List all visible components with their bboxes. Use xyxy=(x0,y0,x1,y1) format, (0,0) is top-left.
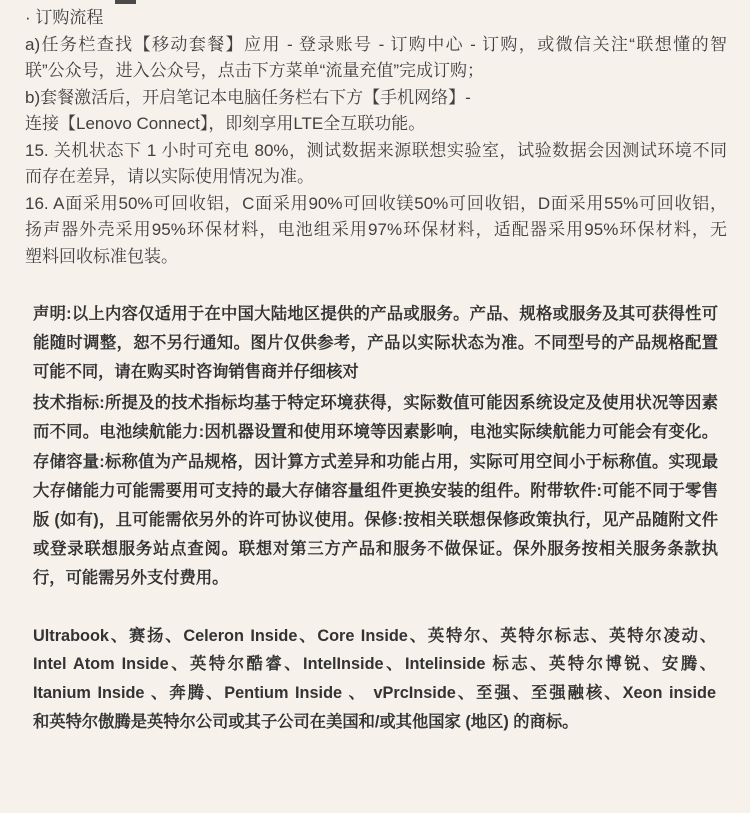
note-16-line: 塑料回收标准包装。 xyxy=(25,246,178,266)
clipped-fragment xyxy=(115,0,136,4)
ordering-title: · 订购流程 xyxy=(25,8,104,27)
note-16-line: 扬声器外壳采用95%环保材料，电池组采用97%环保材料，适配器采用95%环保材料，无 xyxy=(25,220,727,239)
note-16-line: 16. A面采用50%可回收铝，C面采用90%可回收镁50%可回收铝，D面采用55%可回收铝， xyxy=(25,193,727,213)
disclaimer-storage-warranty xyxy=(33,448,718,593)
disclaimer-technical xyxy=(33,389,718,447)
trademark-line: Ultrabook、赛扬、Celeron Inside、Core Inside、英特尔、英特尔标志、英特尔凌动、 xyxy=(33,626,716,645)
ordering-step-b-line: b)套餐激活后，开启笔记本电脑任务栏右下方【手机网络】- xyxy=(25,87,471,107)
disclaimer-technical-line: 而不同。电池续航能力:因机器设置和使用环境等因素影响，电池实际续航能力可能会有变化。 xyxy=(33,423,718,441)
disclaimer-storage-line: 行，可能需另外支付费用。 xyxy=(33,569,229,587)
disclaimer xyxy=(33,300,718,594)
disclaimer-storage-line: 大存储能力可能需要用可支持的最大存储容量组件更换安装的组件。附带软件:可能不同于零售 xyxy=(33,482,718,500)
trademark-line: Itanium Inside 、奔腾、Pentium Inside 、 vPrcInside、至强、至强融核、Xeon inside xyxy=(33,683,716,702)
disclaimer-storage-line: 或登录联想服务站点查阅。联想对第三方产品和服务不做保证。保外服务按相关服务条款执 xyxy=(33,540,718,558)
ordering-step-b-line: 连接【Lenovo Connect】，即刻享用LTE全互联功能。 xyxy=(25,114,426,133)
note-15-line: 15. 关机状态下 1 小时可充电 80%，测试数据来源联想实验室，试验数据会因测试环境不同 xyxy=(25,140,727,160)
disclaimer-statement-line: 声明:以上内容仅适用于在中国大陆地区提供的产品或服务。产品、规格或服务及其可获得性可 xyxy=(33,304,718,323)
disclaimer-statement-line: 能随时调整，恕不另行通知。图片仅供参考，产品以实际状态为准。不同型号的产品规格配置 xyxy=(33,333,718,352)
ordering-step-a-line: a)任务栏查找【移动套餐】应用 - 登录账号 - 订购中心 - 订购，或微信关注“联想懂的智 xyxy=(25,34,727,54)
trademark-line: 和英特尔傲腾是英特尔公司或其子公司在美国和/或其他国家 (地区) 的商标。 xyxy=(33,712,579,731)
disclaimer-technical-line: 技术指标:所提及的技术指标均基于特定环境获得，实际数值可能因系统设定及使用状况等因素 xyxy=(33,394,718,412)
trademark-notice xyxy=(33,622,716,737)
disclaimer-statement-line: 可能不同，请在购买时咨询销售商并仔细核对 xyxy=(33,362,359,381)
note-15-line: 而存在差异，请以实际使用情况为准。 xyxy=(25,167,314,186)
footnotes xyxy=(25,5,727,270)
disclaimer-storage-line: 存储容量:标称值为产品规格，因计算方式差异和功能占用，实际可用空间小于标称值。实现最 xyxy=(33,453,718,471)
disclaimer-statement xyxy=(33,300,718,387)
trademark-line: Intel Atom Inside、英特尔酷睿、IntelInside、Intelinside 标志、英特尔博锐、安腾、 xyxy=(33,655,716,674)
ordering-step-a-line: 联”公众号，进入公众号，点击下方菜单“流量充值”完成订购； xyxy=(25,61,484,80)
disclaimer-storage-line: 版 (如有)，且可能需依另外的许可协议使用。保修:按相关联想保修政策执行，见产品随附文件 xyxy=(33,511,718,529)
